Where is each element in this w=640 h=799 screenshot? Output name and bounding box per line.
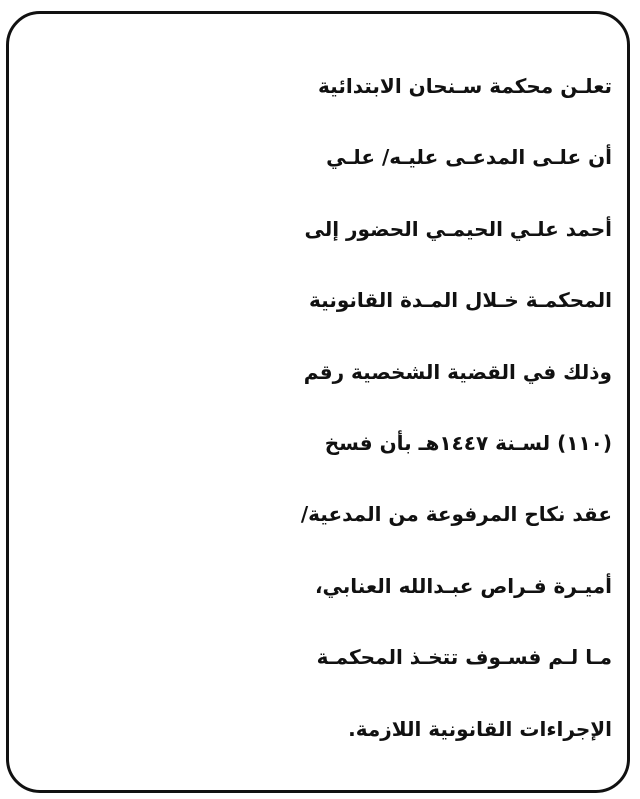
notice-line: تعلـن محكمة سـنحان الابتدائية: [318, 74, 612, 98]
notice-line: الإجراءات القانونية اللازمة.: [348, 716, 612, 741]
notice-line: عقد نكاح المرفوعة من المدعية/: [300, 502, 612, 527]
notice-text: [22, 51, 612, 765]
notice-line: أميـرة فـراص عبـدالله العنابي،: [314, 573, 612, 598]
notice-line: (١١٠) لسـنة ١٤٤٧هـ بأن فسخ: [324, 431, 612, 456]
notice-line: مـا لـم فسـوف تتخـذ المحكمـة: [316, 645, 612, 670]
notice-line: أحمد علـي الحيمـي الحضور إلى: [304, 216, 612, 241]
notice-line: أن علـى المدعـى عليـه/ علـي: [326, 145, 612, 170]
notice-line: وذلك في القضية الشخصية رقم: [303, 359, 612, 384]
notice-line: المحكمـة خـلال المـدة القانونية: [309, 288, 612, 313]
